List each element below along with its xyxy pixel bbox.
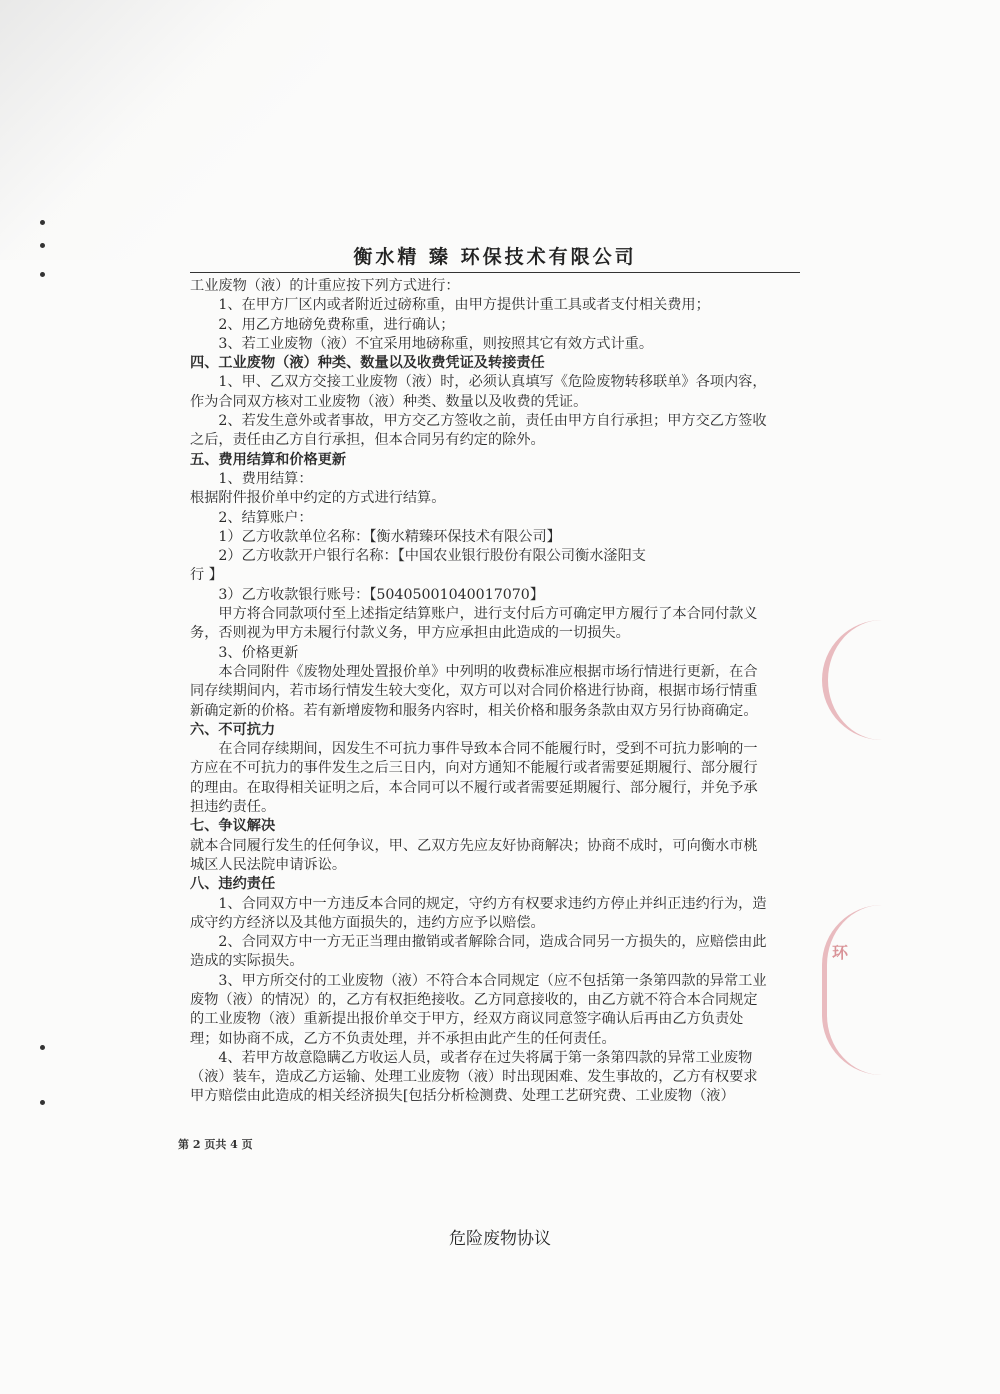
paper-fold-shadow <box>0 0 330 260</box>
paragraph: 2、若发生意外或者事故，甲方交乙方签收之前，责任由甲方自行承担；甲方交乙方签收之后，责任由乙方自行承担，但本合同另有约定的除外。 <box>190 413 767 449</box>
punch-hole-mark <box>40 1045 45 1050</box>
page-number: 第 2 页共 4 页 <box>178 1138 253 1151</box>
section-heading: 八、违约责任 <box>190 876 276 893</box>
red-seal-partial <box>822 905 897 1075</box>
paragraph: 2）乙方收款开户银行名称：【中国农业银行股份有限公司衡水滏阳支 <box>218 548 646 565</box>
section-heading: 七、争议解决 <box>190 818 276 835</box>
paragraph: 就本合同履行发生的任何争议，甲、乙双方先应友好协商解决；协商不成时，可向衡水市桃城区人民法院申请诉讼。 <box>190 837 758 873</box>
paragraph: 3、若工业废物（液）不宜采用地磅称重，则按照其它有效方式计重。 <box>218 335 654 352</box>
section-heading: 五、费用结算和价格更新 <box>190 451 347 468</box>
paragraph: 2、结算账户： <box>218 509 313 526</box>
paragraph: 2、用乙方地磅免费称重，进行确认； <box>218 316 455 333</box>
section-heading: 四、工业废物（液）种类、数量以及收费凭证及转接责任 <box>190 355 545 372</box>
paragraph: 3、价格更新 <box>218 644 299 661</box>
paragraph: 在合同存续期间，因发生不可抗力事件导致本合同不能履行时，受到不可抗力影响的一方应在不可抗力的事件发生之后三日内，向对方通知不能履行或者需要延期履行、部分履行的理由。在取得相关证明之后，本合同可以不履行或者需要延期履行、部分履行，并免予承担违约责任。 <box>190 741 758 816</box>
paragraph: 1、甲、乙双方交接工业废物（液）时，必须认真填写《危险废物转移联单》各项内容，作为合同双方核对工业废物（液）种类、数量以及收费的凭证。 <box>190 374 767 410</box>
paragraph: 本合同附件《废物处理处置报价单》中列明的收费标准应根据市场行情进行更新，在合同存续期间内，若市场行情发生较大变化，双方可以对合同价格进行协商，根据市场行情重新确定新的价格。若有新增废物和服务内容时，相关价格和服务条款由双方另行协商确定。 <box>190 663 758 719</box>
seal-mark: 环 <box>832 943 849 962</box>
punch-hole-mark <box>40 220 45 225</box>
paragraph: 1、在甲方厂区内或者附近过磅称重，由甲方提供计重工具或者支付相关费用； <box>218 297 710 314</box>
paragraph: 1、费用结算： <box>218 470 313 487</box>
paragraph: 3）乙方收款银行账号：【50405001040017070】 <box>218 586 545 603</box>
paragraph: 1）乙方收款单位名称：【衡水精臻环保技术有限公司】 <box>218 528 561 545</box>
paragraph: 根据附件报价单中约定的方式进行结算。 <box>190 490 446 507</box>
paragraph: 2、合同双方中一方无正当理由撤销或者解除合同，造成合同另一方损失的，应赔偿由此造成的实际损失。 <box>190 934 767 970</box>
section-heading: 六、不可抗力 <box>190 721 276 738</box>
paragraph: 工业废物（液）的计重应按下列方式进行： <box>190 278 460 294</box>
letterhead-rule <box>190 272 800 273</box>
paragraph: 1、合同双方中一方违反本合同的规定，守约方有权要求违约方停止并纠正违约行为，造成守约方经济以及其他方面损失的，违约方应予以赔偿。 <box>190 895 767 931</box>
red-seal-partial <box>822 620 898 740</box>
punch-hole-mark <box>40 272 45 277</box>
paragraph: 甲方将合同款项付至上述指定结算账户，进行支付后方可确定甲方履行了本合同付款义务，否则视为甲方未履行付款义务，甲方应承担由此造成的一切损失。 <box>190 606 758 642</box>
punch-hole-mark <box>40 1100 45 1105</box>
paragraph: 行 】 <box>190 567 223 584</box>
paragraph: 4、若甲方故意隐瞒乙方收运人员，或者存在过失将属于第一条第四款的异常工业废物（液）装车，造成乙方运输、处理工业废物（液）时出现困难、发生事故的，乙方有权要求甲方赔偿由此造成的相关经济损失[包括分析检测费、处理工艺研究费、工业废物（液） <box>190 1049 758 1105</box>
contract-body <box>190 277 770 1107</box>
letterhead-company: 衡水精 臻 环保技术有限公司 <box>353 246 637 268</box>
paragraph: 3、甲方所交付的工业废物（液）不符合本合同规定（应不包括第一条第四款的异常工业废物（液）的情况）的，乙方有权拒绝接收。乙方同意接收的，由乙方就不符合本合同规定的工业废物（液）重新提出报价单交于甲方，经双方商议同意签字确认后再由乙方负责处理；如协商不成，乙方不负责处理，并不承担由此产生的任何责任。 <box>190 972 767 1047</box>
image-caption: 危险废物协议 <box>449 1229 551 1249</box>
punch-hole-mark <box>40 243 45 248</box>
